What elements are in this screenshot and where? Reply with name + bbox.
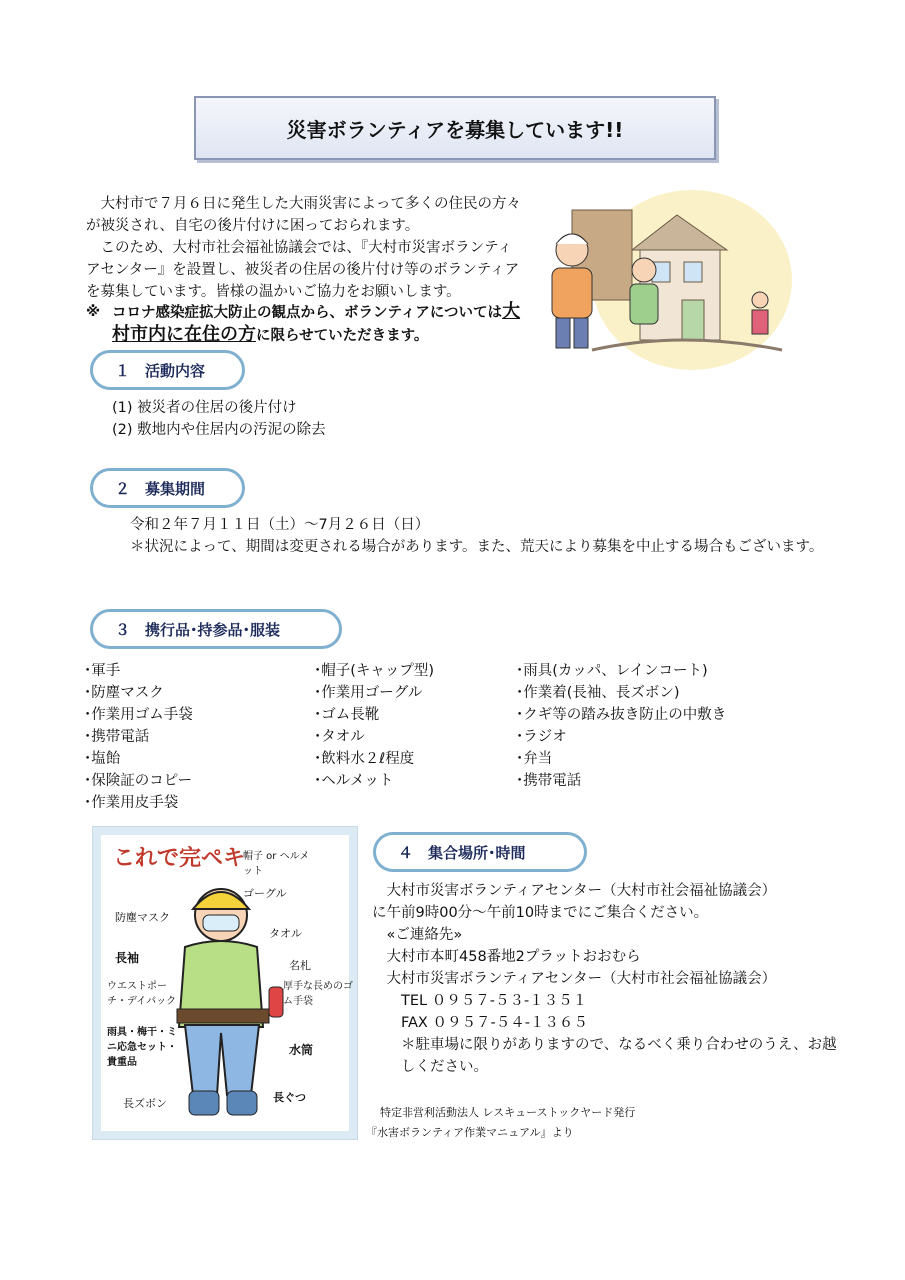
illus-label-kit: 雨具・梅干・ミニ応急セット・貴重品 (107, 1027, 177, 1068)
section-heading-meeting-label: ４ 集合場所･時間 (398, 843, 526, 862)
list-item: ･作業着(長袖、長ズボン) (516, 685, 680, 701)
caption-publisher: 特定非営利活動法人 レスキューストックヤード発行 (380, 1106, 636, 1119)
illus-title: これで完ペキ (113, 846, 246, 871)
illus-label-hat: 帽子 or ヘルメット (243, 851, 310, 877)
meeting-line: しください。 (372, 1059, 488, 1075)
meeting-line: «ご連絡先» (372, 927, 463, 943)
section-heading-items (90, 609, 342, 649)
period-block (112, 514, 832, 558)
items-column-1 (84, 660, 193, 814)
list-item: ･保険証のコピー (84, 773, 193, 789)
meeting-tel: TEL ０９５７-５３-１３５１ (372, 993, 588, 1009)
meeting-line: ＊駐車場に限りがありますので、なるべく乗り合わせのうえ、お越 (372, 1037, 837, 1053)
volunteer-house-illustration (532, 180, 792, 370)
illus-label-mask: 防塵マスク (115, 911, 170, 924)
section-heading-activity (90, 350, 245, 390)
list-item: ･作業用皮手袋 (84, 795, 179, 811)
list-item: ･携帯電話 (84, 729, 150, 745)
illus-label-boots: 長ぐつ (273, 1091, 306, 1104)
list-item: ･塩飴 (84, 751, 121, 767)
illus-label-pants: 長ズボン (123, 1097, 167, 1110)
illus-label-name: 名札 (289, 959, 311, 972)
meeting-fax: FAX ０９５７-５４-１３６５ (372, 1015, 588, 1031)
section-heading-meeting (373, 832, 587, 872)
list-item: (2) 敷地内や住居内の汚泥の除去 (112, 422, 326, 438)
list-item: ･携帯電話 (516, 773, 582, 789)
illus-label-sleeve: 長袖 (115, 951, 140, 965)
period-dates: 令和２年７月１１日（土）～7月２６日（日） (130, 517, 430, 533)
meeting-line: 大村市災害ボランティアセンター（大村市社会福祉協議会） (372, 971, 777, 987)
list-item: ･雨具(カッパ、レインコート) (516, 663, 708, 679)
section-heading-items-label: ３ 携行品･持参品･服装 (115, 620, 281, 639)
intro-text (86, 193, 526, 303)
illus-label-glove: 厚手な長めのゴム手袋 (283, 981, 353, 1007)
items-column-2 (314, 660, 434, 792)
note-mark: ※ (86, 304, 101, 320)
list-item: ･飲料水２ℓ程度 (314, 751, 415, 767)
period-note: ＊状況によって、期間は変更される場合があります。また、荒天により募集を中止する場合もございます。 (130, 539, 824, 555)
equipment-illustration (92, 826, 358, 1140)
section-heading-activity-label: １ 活動内容 (115, 361, 206, 380)
section-heading-period (90, 468, 245, 508)
meeting-line: に午前9時00分～午前10時までにご集合ください。 (372, 905, 709, 921)
note-body (112, 301, 536, 347)
activity-list (112, 397, 326, 441)
list-item: (1) 被災者の住居の後片付け (112, 400, 297, 416)
meeting-line: 大村市災害ボランティアセンター（大村市社会福祉協議会） (372, 883, 777, 899)
list-item: ･弁当 (516, 751, 553, 767)
intro-paragraph-1: 大村市で７月６日に発生した大雨災害によって多くの住民の方々が被災され、自宅の後片付けに困っておられます。 (86, 196, 521, 234)
list-item: ･作業用ゴム手袋 (84, 707, 193, 723)
list-item: ･クギ等の踏み抜き防止の中敷き (516, 707, 727, 723)
note-text-2: に限らせていただきます。 (256, 328, 429, 344)
illus-label-towel: タオル (269, 927, 302, 940)
meeting-line: 大村市本町458番地2プラットおおむら (372, 949, 641, 965)
intro-paragraph-2: このため、大村市社会福祉協議会では、『大村市災害ボランティアセンター』を設置し、被災者の住居の後片付け等のボランティアを募集しています。皆様の温かいご協力をお願いします。 (86, 240, 520, 300)
list-item: ･ヘルメット (314, 773, 394, 789)
meeting-info (372, 880, 842, 1078)
note-text-1: コロナ感染症拡大防止の観点から、ボランティアについては (112, 305, 503, 321)
list-item: ･ラジオ (516, 729, 567, 745)
illus-label-water: 水筒 (289, 1043, 314, 1057)
illus-label-goggle: ゴーグル (243, 887, 287, 900)
list-item: ･帽子(キャップ型) (314, 663, 435, 679)
items-column-3 (516, 660, 726, 792)
list-item: ･ゴム長靴 (314, 707, 380, 723)
page-title: 災害ボランティアを募集しています!! (194, 96, 716, 160)
illus-label-pouch: ウエストポーチ・デイパック (107, 981, 177, 1007)
section-heading-period-label: ２ 募集期間 (115, 479, 206, 498)
list-item: ･タオル (314, 729, 365, 745)
list-item: ･軍手 (84, 663, 121, 679)
list-item: ･作業用ゴーグル (314, 685, 423, 701)
caption-source: 『水害ボランティア作業マニュアル』より (366, 1126, 574, 1139)
list-item: ･防塵マスク (84, 685, 164, 701)
note-emphasis: 大村市内に在住の方 (112, 301, 521, 345)
notice (86, 301, 536, 347)
